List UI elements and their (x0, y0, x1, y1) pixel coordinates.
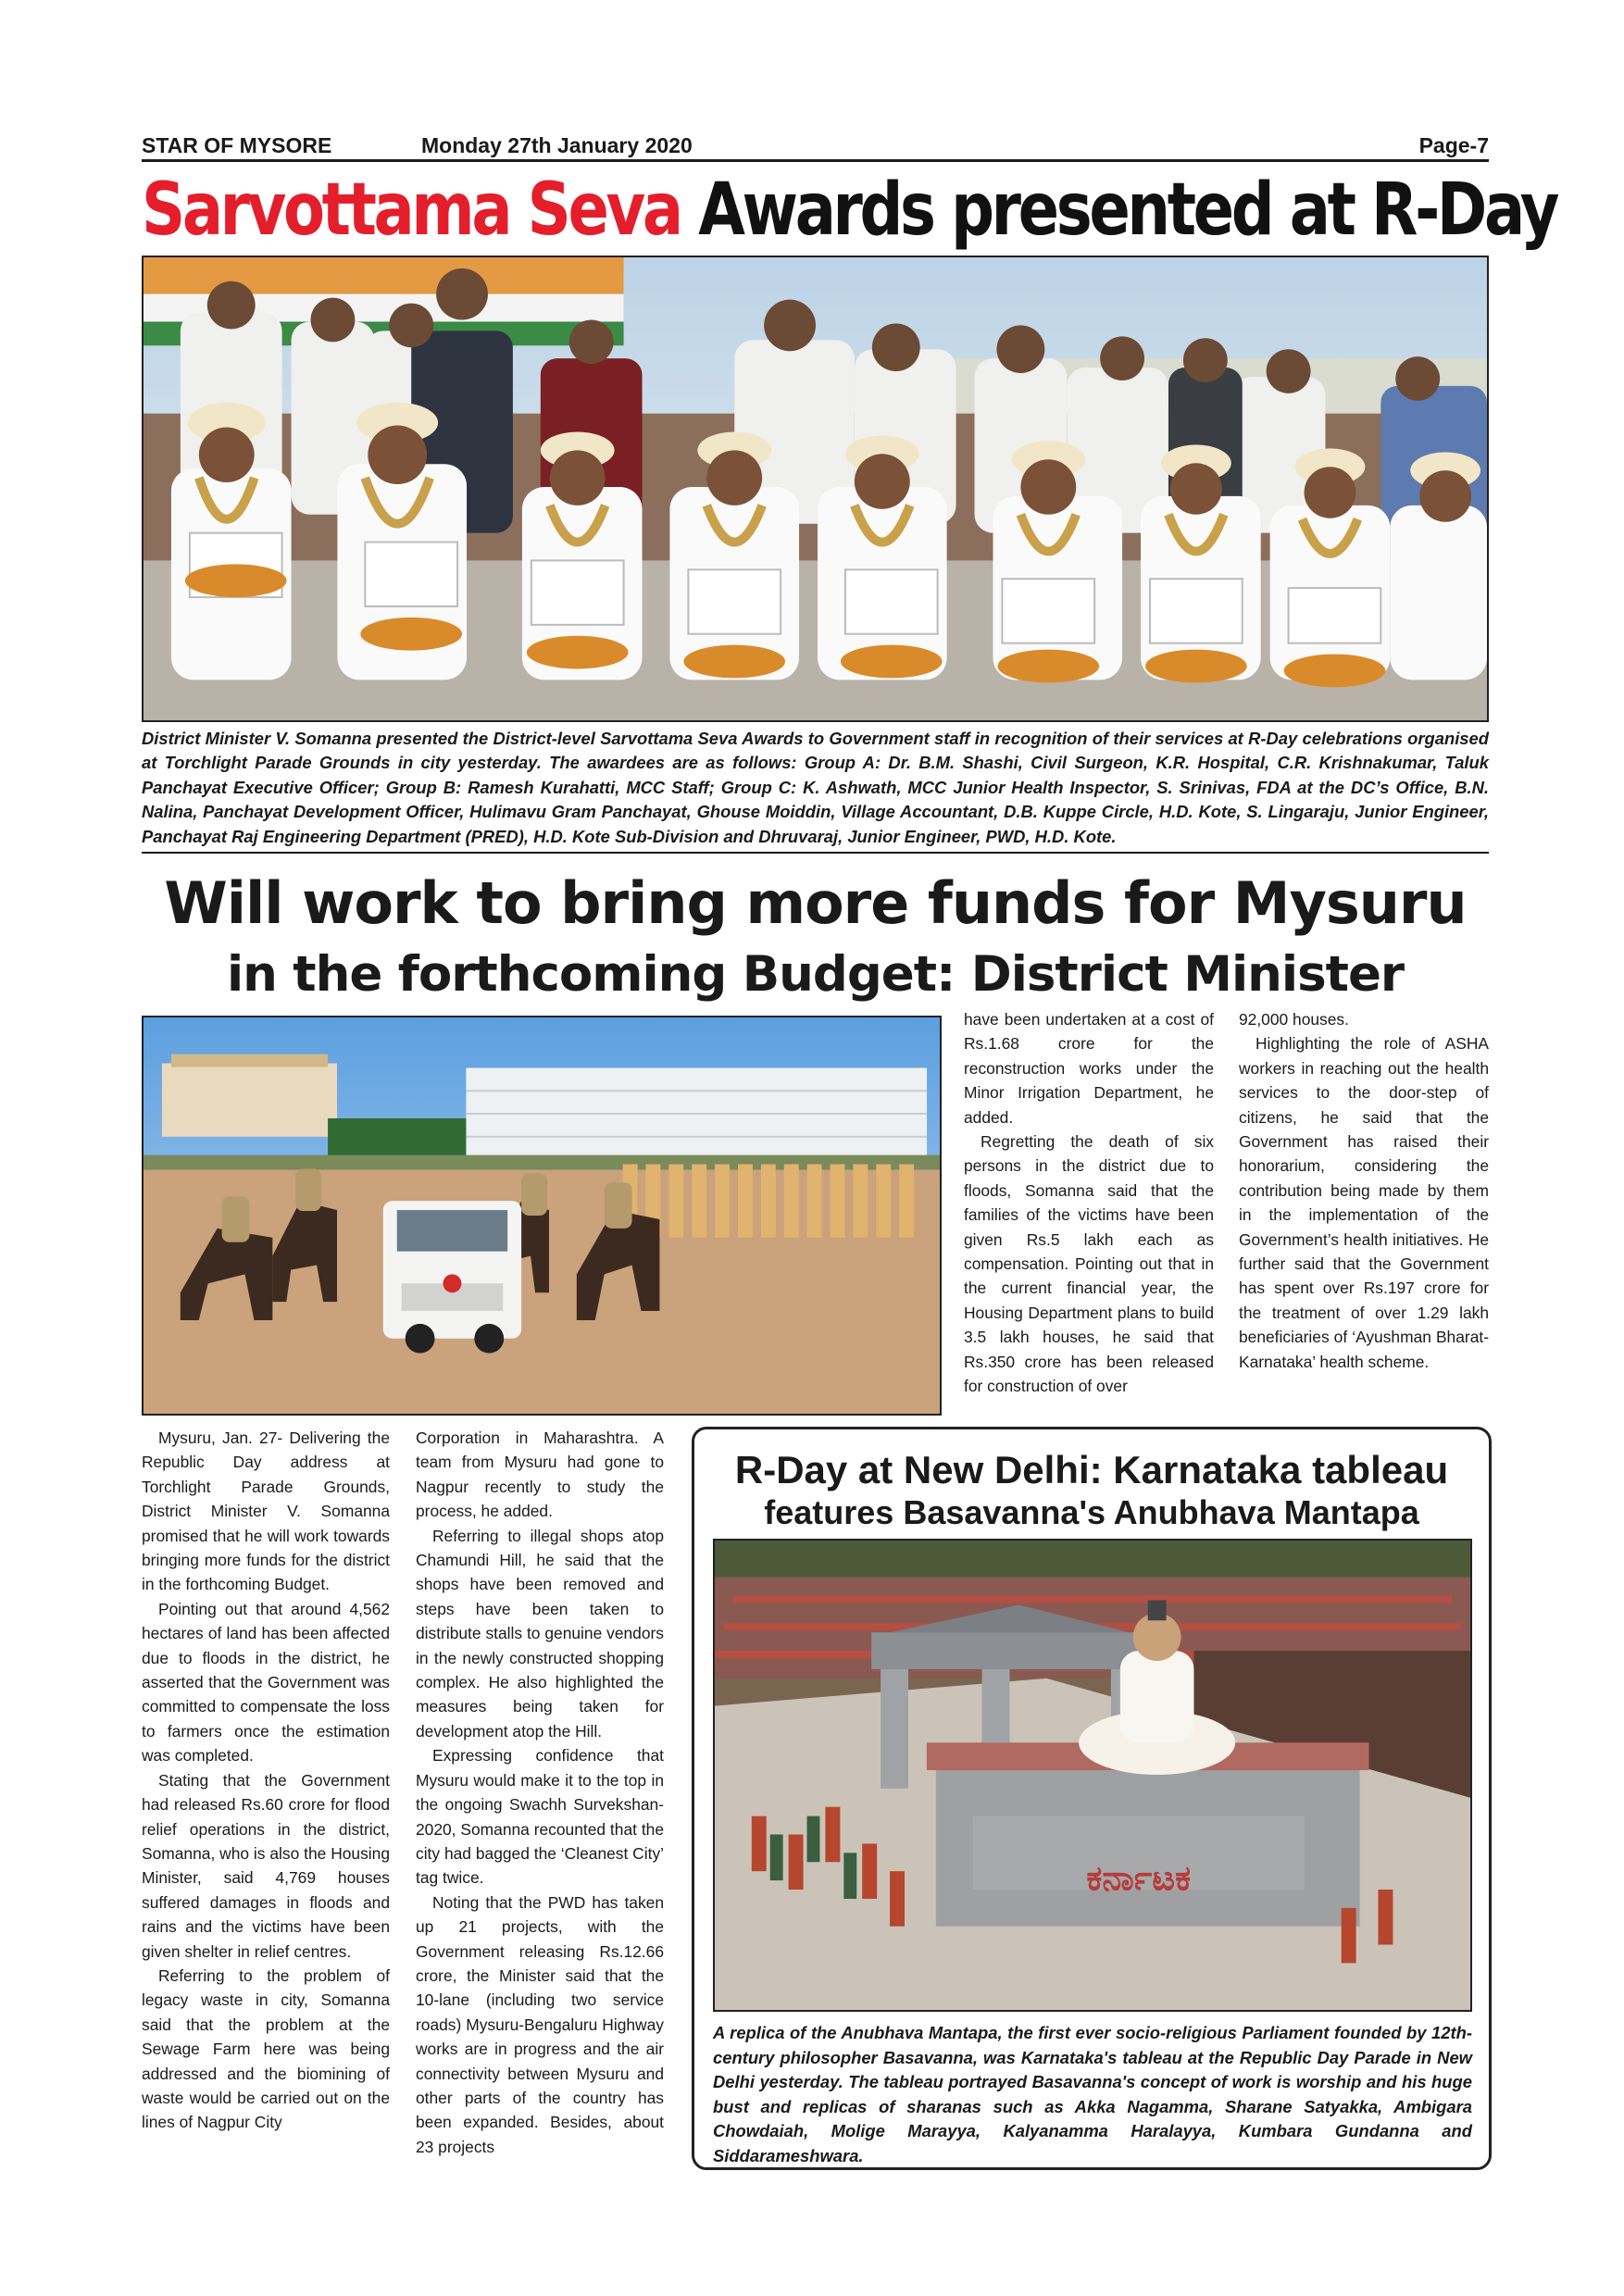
tableau-headline-line2: features Basavanna's Anubhava Mantapa (764, 1493, 1419, 1531)
tableau-sign-text: ಕರ್ನಾಟಕ (1086, 1857, 1192, 1899)
awards-photo-caption: District Minister V. Somanna presented the District-level Sarvottama Seva Awards to Government staff in recognition of their services at R-Day celebrations organised at Torchlight Parade Grounds in city yesterday. The awardees are as follows: Group A: Dr. B.M. Shashi, Civil Surgeon, K.R. Hospital, C.R. Krishnakumar, Taluk Panchayat Executive Officer; Group B: Ramesh Kurahatti, MCC Staff; Group C: K. Ashwath, MCC Junior Health Inspector, S. Srinivas, FDA at the DC’s Office, B.N. Nalina, Panchayat Development Officer, Hulimavu Gram Panchayat, Ghouse Moiddin, Village Accountant, D.B. Kuppe Circle, H.D. Kote, S. Lingaraju, Junior Engineer, Panchayat Raj Engineering Department (PRED), H.D. Kote Sub-Division and Dhruvaraj, Junior Engineer, PWD, H.D. Kote. (142, 729, 1489, 846)
tableau-headline (694, 1448, 1489, 1533)
funds-headline (142, 866, 1489, 1008)
funds-headline-line1: Will work to bring more funds for Mysuru (164, 869, 1467, 937)
paragraph: Regretting the death of six persons in the district due to floods, Somanna said that the families of the victims have been given Rs.5 lakh each as compensation. Pointing out that in the current financial year, the Housing Department plans to build 3.5 lakh houses, he said that Rs.350 crore has been released for construction of over (964, 1132, 1214, 1396)
masthead (142, 130, 1489, 161)
tableau-story-box (692, 1427, 1492, 2170)
awards-headline-red: Sarvottama Seva (142, 168, 681, 252)
parade-photo (142, 1016, 942, 1416)
page-number: Page-7 (1418, 133, 1489, 157)
section-rule (142, 852, 1489, 854)
paragraph: Referring to illegal shops atop Chamundi Hill, he said that the shops have been removed and steps have been taken to distribute stalls to genuine vendors in the newly constructed shopping complex. He also highlighted the measures being taken for development atop the Hill. (416, 1526, 664, 1741)
awards-headline-black: Awards presented at R-Day (698, 168, 1557, 252)
awardees-group-photo (142, 256, 1489, 722)
tableau-photo (713, 1539, 1472, 2012)
paragraph: Mysuru, Jan. 27- Delivering the Republic Day address at Torchlight Parade Grounds, District Minister V. Somanna promised that he will work towards bringing more funds for the district in the forthcoming Budget. (142, 1429, 390, 1594)
issue-date: Monday 27th January 2020 (421, 133, 693, 157)
paragraph: Corporation in Maharashtra. A team from Mysuru had gone to Nagpur recently to study the process, he added. (416, 1429, 664, 1521)
awards-headline (142, 168, 1557, 252)
paragraph: Noting that the PWD has taken up 21 projects, with the Government releasing Rs.12.66 crore, the Minister said that the 10-lane (including two service roads) Mysuru-Bengaluru Highway works are in progress and the air connectivity between Mysuru and other parts of the country has been expanded. Besides, about 23 projects (416, 1892, 664, 2156)
funds-column-top-right (1239, 1007, 1489, 1374)
paragraph: Pointing out that around 4,562 hectares of land has been affected due to floods in the district, he asserted that the Government was committed to compensate the loss to farmers once the estimation was completed. (142, 1599, 390, 1766)
funds-column-middle (416, 1426, 664, 2159)
paragraph: Expressing confidence that Mysuru would make it to the top in the ongoing Swachh Survekshan-2020, Somanna recounted that the city had bagged the ‘Cleanest City’ tag twice. (416, 1746, 664, 1888)
paragraph: Highlighting the role of ASHA workers in reaching out the health services to the door-step of citizens, he said that the Government has raised their honorarium, considering the contribution being made by them in the implementation of the Government’s health initiatives. He further said that the Government has spent over Rs.197 crore for the treatment of over 1.29 lakh beneficiaries of ‘Ayushman Bharat-Karnataka’ health scheme. (1239, 1034, 1489, 1371)
paragraph: have been undertaken at a cost of Rs.1.68 crore for the reconstruction works under the Minor Irrigation Department, he added. (964, 1010, 1214, 1127)
header-rule (142, 159, 1489, 162)
tableau-photo-caption: A replica of the Anubhava Mantapa, the first ever socio-religious Parliament founded by 12th-century philosopher Basavanna, was Karnataka's tableau at the Republic Day Parade in New Delhi yesterday. The tableau portrayed Basavanna's concept of work is worship and his huge bust and replicas of sharanas such as Akka Nagamma, Sharane Satyakka, Ambigara Chowdaiah, Molige Marayya, Kalyanamma Haralayya, Kumbara Gundanna and Siddarameshwara. (713, 2023, 1472, 2165)
tableau-headline-line1: R-Day at New Delhi: Karnataka tableau (734, 1448, 1449, 1491)
funds-headline-line2: in the forthcoming Budget: District Minister (226, 946, 1405, 1003)
publication-name: STAR OF MYSORE (142, 133, 332, 157)
funds-column-left (142, 1426, 390, 2135)
paragraph: Stating that the Government had released Rs.60 crore for flood relief operations in the district, Somanna, who is also the Housing Minister, said 4,769 houses suffered damages in floods and rains and the victims have been given shelter in relief centres. (142, 1770, 390, 1961)
paragraph: 92,000 houses. (1239, 1010, 1349, 1029)
funds-column-top-middle (964, 1007, 1214, 1399)
paragraph: Referring to the problem of legacy waste in city, Somanna said that the problem at the Sewage Farm here was being addressed and the biomining of waste would be carried out on the lines of Nagpur City (142, 1965, 390, 2132)
